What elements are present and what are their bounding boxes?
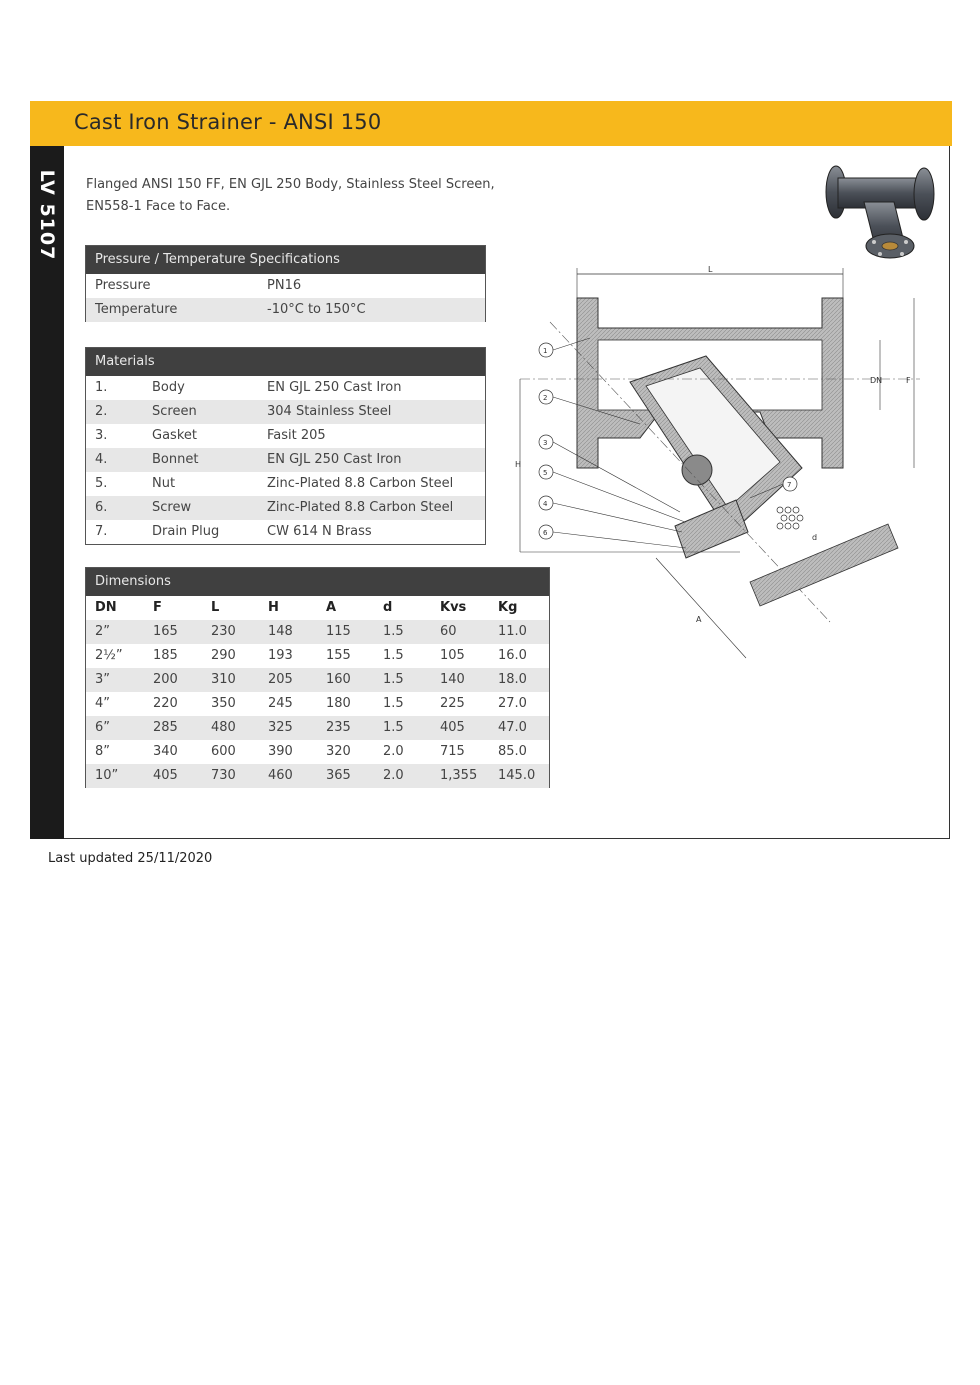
part-material: Fasit 205 bbox=[267, 428, 326, 443]
table-cell: 160 bbox=[326, 672, 351, 687]
svg-text:2: 2 bbox=[543, 394, 548, 402]
table-row bbox=[86, 274, 485, 298]
table-cell: 4” bbox=[95, 696, 111, 711]
table-cell: 8” bbox=[95, 744, 111, 759]
table-cell: 2.0 bbox=[383, 768, 404, 783]
part-name: Drain Plug bbox=[152, 524, 220, 539]
table-cell: 405 bbox=[440, 720, 465, 735]
product-description bbox=[86, 174, 526, 218]
table-cell: 1.5 bbox=[383, 624, 404, 639]
table-cell: 460 bbox=[268, 768, 293, 783]
table-cell: 285 bbox=[153, 720, 178, 735]
table-cell: 115 bbox=[326, 624, 351, 639]
table-cell: 140 bbox=[440, 672, 465, 687]
table-cell: 290 bbox=[211, 648, 236, 663]
table-row bbox=[86, 520, 485, 544]
table-header-row bbox=[86, 596, 549, 620]
table-cell: 200 bbox=[153, 672, 178, 687]
svg-text:1: 1 bbox=[543, 347, 548, 355]
part-material: CW 614 N Brass bbox=[267, 524, 372, 539]
table-cell: 2½” bbox=[95, 648, 123, 663]
description-line: EN558-1 Face to Face. bbox=[86, 199, 231, 214]
table-cell: 350 bbox=[211, 696, 236, 711]
screen-mesh bbox=[682, 455, 712, 485]
table-cell: 85.0 bbox=[498, 744, 527, 759]
column-header: Kg bbox=[498, 600, 518, 615]
table-cell: 185 bbox=[153, 648, 178, 663]
table-row bbox=[86, 644, 549, 668]
table-title: Dimensions bbox=[86, 568, 549, 596]
table-row bbox=[86, 764, 549, 788]
pressure-temperature-table bbox=[85, 245, 486, 322]
table-cell: 47.0 bbox=[498, 720, 527, 735]
table-row bbox=[86, 472, 485, 496]
table-cell: 1,355 bbox=[440, 768, 478, 783]
dimension-A: A bbox=[696, 615, 702, 624]
column-header: F bbox=[153, 600, 162, 615]
table-cell: 230 bbox=[211, 624, 236, 639]
table-row bbox=[86, 620, 549, 644]
dimension-DN: DN bbox=[870, 376, 883, 385]
table-row bbox=[86, 496, 485, 520]
table-cell: 245 bbox=[268, 696, 293, 711]
callout-3 bbox=[539, 435, 680, 512]
item-number: 6. bbox=[95, 500, 108, 515]
table-cell: 340 bbox=[153, 744, 178, 759]
table-cell: 10” bbox=[95, 768, 119, 783]
perforation-detail bbox=[777, 507, 803, 529]
strainer-cross-section-drawing bbox=[510, 262, 930, 682]
table-cell: 405 bbox=[153, 768, 178, 783]
item-number: 5. bbox=[95, 476, 108, 491]
table-cell: 235 bbox=[326, 720, 351, 735]
svg-text:3: 3 bbox=[543, 439, 548, 447]
dimension-d: d bbox=[812, 533, 818, 542]
table-cell: 600 bbox=[211, 744, 236, 759]
part-name: Body bbox=[152, 380, 185, 395]
table-row bbox=[86, 668, 549, 692]
table-cell: 480 bbox=[211, 720, 236, 735]
dimensions-table bbox=[85, 567, 550, 788]
table-row bbox=[86, 692, 549, 716]
part-name: Bonnet bbox=[152, 452, 199, 467]
table-cell: 2.0 bbox=[383, 744, 404, 759]
item-number: 1. bbox=[95, 380, 108, 395]
spec-label: Temperature bbox=[95, 302, 178, 317]
spec-label: Pressure bbox=[95, 278, 151, 293]
table-cell: 2” bbox=[95, 624, 111, 639]
part-material: 304 Stainless Steel bbox=[267, 404, 392, 419]
table-cell: 1.5 bbox=[383, 720, 404, 735]
table-cell: 715 bbox=[440, 744, 465, 759]
product-code: LV 5107 bbox=[36, 169, 58, 261]
table-cell: 11.0 bbox=[498, 624, 527, 639]
part-name: Screw bbox=[152, 500, 192, 515]
table-row bbox=[86, 298, 485, 322]
spec-value: -10°C to 150°C bbox=[267, 302, 366, 317]
table-row bbox=[86, 448, 485, 472]
table-cell: 165 bbox=[153, 624, 178, 639]
part-name: Screen bbox=[152, 404, 197, 419]
table-cell: 6” bbox=[95, 720, 111, 735]
table-cell: 145.0 bbox=[498, 768, 536, 783]
table-cell: 320 bbox=[326, 744, 351, 759]
table-cell: 730 bbox=[211, 768, 236, 783]
table-cell: 193 bbox=[268, 648, 293, 663]
table-row bbox=[86, 376, 485, 400]
table-cell: 390 bbox=[268, 744, 293, 759]
table-cell: 155 bbox=[326, 648, 351, 663]
table-cell: 3” bbox=[95, 672, 111, 687]
column-header: Kvs bbox=[440, 600, 467, 615]
last-updated: Last updated 25/11/2020 bbox=[48, 851, 213, 866]
svg-text:7: 7 bbox=[787, 481, 792, 489]
table-cell: 1.5 bbox=[383, 672, 404, 687]
table-cell: 325 bbox=[268, 720, 293, 735]
column-header: A bbox=[326, 600, 337, 615]
table-title: Pressure / Temperature Specifications bbox=[86, 246, 485, 274]
bonnet bbox=[675, 500, 748, 558]
svg-text:4: 4 bbox=[543, 500, 548, 508]
table-cell: 1.5 bbox=[383, 648, 404, 663]
spec-value: PN16 bbox=[267, 278, 302, 293]
description-line: Flanged ANSI 150 FF, EN GJL 250 Body, Stainless Steel Screen, bbox=[86, 177, 495, 192]
part-material: EN GJL 250 Cast Iron bbox=[267, 380, 402, 395]
column-header: L bbox=[211, 600, 220, 615]
materials-table bbox=[85, 347, 486, 545]
part-material: Zinc-Plated 8.8 Carbon Steel bbox=[267, 500, 454, 515]
table-row bbox=[86, 716, 549, 740]
table-cell: 16.0 bbox=[498, 648, 527, 663]
table-cell: 365 bbox=[326, 768, 351, 783]
table-row bbox=[86, 740, 549, 764]
svg-text:6: 6 bbox=[543, 529, 548, 537]
table-row bbox=[86, 400, 485, 424]
table-cell: 148 bbox=[268, 624, 293, 639]
callout-6 bbox=[539, 525, 686, 548]
item-number: 7. bbox=[95, 524, 108, 539]
dimension-F: F bbox=[906, 376, 911, 385]
table-cell: 310 bbox=[211, 672, 236, 687]
table-cell: 180 bbox=[326, 696, 351, 711]
part-name: Nut bbox=[152, 476, 176, 491]
table-cell: 1.5 bbox=[383, 696, 404, 711]
part-material: EN GJL 250 Cast Iron bbox=[267, 452, 402, 467]
item-number: 2. bbox=[95, 404, 108, 419]
table-cell: 205 bbox=[268, 672, 293, 687]
column-header: d bbox=[383, 600, 393, 615]
item-number: 4. bbox=[95, 452, 108, 467]
dimension-L bbox=[577, 265, 843, 298]
table-cell: 220 bbox=[153, 696, 178, 711]
svg-text:5: 5 bbox=[543, 469, 548, 477]
part-name: Gasket bbox=[152, 428, 197, 443]
table-cell: 105 bbox=[440, 648, 465, 663]
part-material: Zinc-Plated 8.8 Carbon Steel bbox=[267, 476, 454, 491]
callout-5 bbox=[539, 465, 685, 522]
table-cell: 225 bbox=[440, 696, 465, 711]
table-row bbox=[86, 424, 485, 448]
dimension-H: H bbox=[515, 460, 522, 469]
page-title: Cast Iron Strainer - ANSI 150 bbox=[74, 110, 382, 134]
table-cell: 60 bbox=[440, 624, 457, 639]
product-photo bbox=[818, 158, 940, 262]
svg-text:L: L bbox=[708, 265, 713, 274]
table-cell: 18.0 bbox=[498, 672, 527, 687]
column-header: DN bbox=[95, 600, 117, 615]
item-number: 3. bbox=[95, 428, 108, 443]
table-cell: 27.0 bbox=[498, 696, 527, 711]
column-header: H bbox=[268, 600, 279, 615]
table-title: Materials bbox=[86, 348, 485, 376]
